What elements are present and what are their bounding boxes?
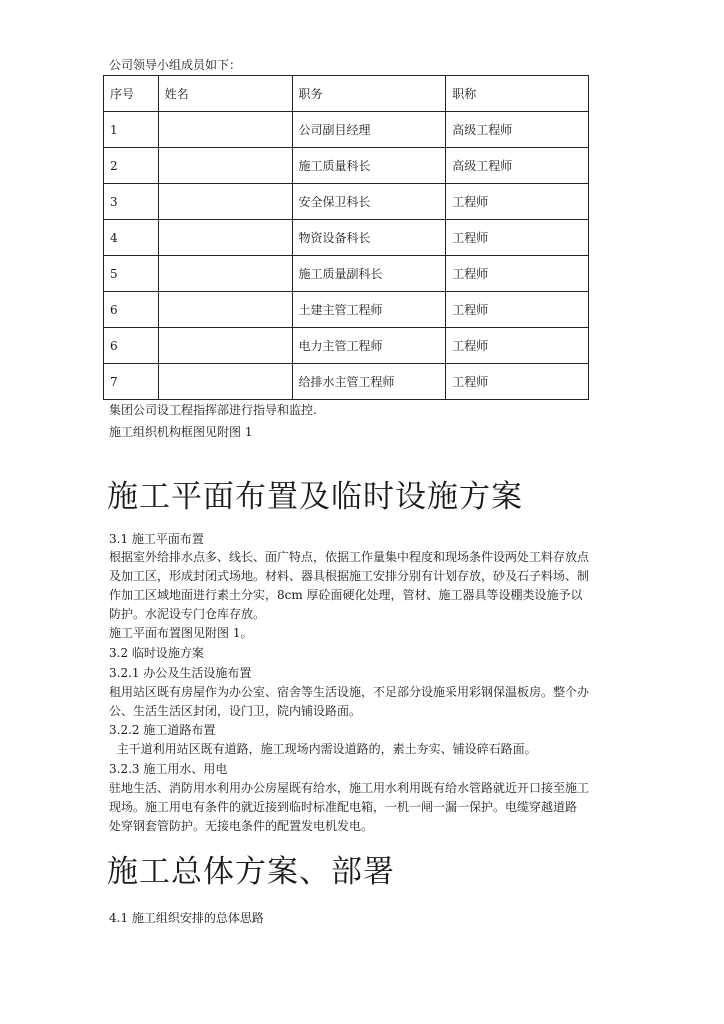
table-row bbox=[104, 220, 589, 256]
cell-position: 安全保卫科长 bbox=[292, 184, 446, 220]
paragraph-3-2-3 bbox=[109, 779, 617, 836]
after-table-line: 施工组织机构框图见附图 1 bbox=[109, 425, 253, 439]
cell-title: 工程师 bbox=[446, 184, 589, 220]
cell-no: 6 bbox=[104, 328, 159, 364]
cell-name bbox=[158, 184, 292, 220]
paragraph-line: 主干道利用站区既有道路，施工现场内需设道路的，素土夯实、铺设碎石路面。 bbox=[109, 742, 537, 756]
header-name: 姓名 bbox=[158, 76, 292, 112]
cell-title: 工程师 bbox=[446, 292, 589, 328]
header-no: 序号 bbox=[104, 76, 159, 112]
leadership-member-table bbox=[103, 75, 589, 400]
cell-name bbox=[158, 292, 292, 328]
cell-title: 工程师 bbox=[446, 364, 589, 400]
cell-no: 5 bbox=[104, 256, 159, 292]
cell-name bbox=[158, 364, 292, 400]
header-position: 职务 bbox=[292, 76, 446, 112]
paragraph-line: 防护。水泥设专门仓库存放。 bbox=[109, 607, 266, 621]
paragraph-line: 现场。施工用电有条件的就近接到临时标准配电箱，一机一闸一漏一保护。电缆穿越道路 bbox=[109, 800, 578, 814]
paragraph-line: 及加工区，形成封闭式场地。材料、器具根据施工安排分别有计划存放，砂及石子料场、制 bbox=[109, 569, 590, 583]
cell-name bbox=[158, 220, 292, 256]
cell-position: 给排水主管工程师 bbox=[292, 364, 446, 400]
subsection-title-4-1: 4.1 施工组织安排的总体思路 bbox=[109, 911, 264, 925]
cell-name bbox=[158, 148, 292, 184]
table-row bbox=[104, 112, 589, 148]
paragraph-3-1 bbox=[109, 548, 617, 643]
subsection-title-3-2-1: 3.2.1 办公及生活设施布置 bbox=[109, 666, 252, 680]
cell-title: 高级工程师 bbox=[446, 148, 589, 184]
cell-name bbox=[158, 256, 292, 292]
cell-title: 工程师 bbox=[446, 220, 589, 256]
table-row bbox=[104, 364, 589, 400]
paragraph-3-2-2 bbox=[109, 740, 617, 759]
table-row bbox=[104, 148, 589, 184]
cell-no: 7 bbox=[104, 364, 159, 400]
cell-no: 3 bbox=[104, 184, 159, 220]
paragraph-line: 处穿钢套管防护。无接电条件的配置发电机发电。 bbox=[109, 819, 374, 833]
cell-position: 公司副目经理 bbox=[292, 112, 446, 148]
table-header-row bbox=[104, 76, 589, 112]
paragraph-line: 作加工区域地面进行素土分实，8cm 厚砼面硬化处理，管材、施工器具等设棚类设施予以 bbox=[109, 588, 583, 602]
cell-no: 1 bbox=[104, 112, 159, 148]
table-row bbox=[104, 184, 589, 220]
cell-name bbox=[158, 112, 292, 148]
cell-title: 工程师 bbox=[446, 256, 589, 292]
subsection-title-3-2: 3.2 临时设施方案 bbox=[109, 646, 204, 660]
table-row bbox=[104, 292, 589, 328]
section-heading-3: 施工平面布置及临时设施方案 bbox=[107, 479, 523, 515]
after-table-line: 集团公司设工程指挥部进行指导和监控. bbox=[109, 403, 317, 417]
cell-no: 2 bbox=[104, 148, 159, 184]
member-intro: 公司领导小组成员如下： bbox=[109, 58, 242, 72]
paragraph-line: 公、生活生活区封闭，设门卫，院内铺设路面。 bbox=[109, 704, 362, 718]
paragraph-3-2-1 bbox=[109, 683, 617, 721]
section-heading-4: 施工总体方案、部署 bbox=[107, 854, 395, 890]
cell-name bbox=[158, 328, 292, 364]
subsection-title-3-1: 3.1 施工平面布置 bbox=[109, 532, 204, 546]
cell-no: 4 bbox=[104, 220, 159, 256]
cell-title: 工程师 bbox=[446, 328, 589, 364]
paragraph-line: 租用站区既有房屋作为办公室、宿舍等生活设施，不足部分设施采用彩钢保温板房。整个办 bbox=[109, 685, 590, 699]
cell-position: 土建主管工程师 bbox=[292, 292, 446, 328]
paragraph-line: 驻地生活、消防用水利用办公房屋既有给水，施工用水利用既有给水管路就近开口接至施工 bbox=[109, 781, 590, 795]
cell-title: 高级工程师 bbox=[446, 112, 589, 148]
paragraph-line: 根据室外给排水点多、线长、面广特点，依据工作量集中程度和现场条件设两处工料存放点 bbox=[109, 550, 590, 564]
header-title: 职称 bbox=[446, 76, 589, 112]
cell-position: 物资设备科长 bbox=[292, 220, 446, 256]
cell-position: 施工质量副科长 bbox=[292, 256, 446, 292]
cell-position: 电力主管工程师 bbox=[292, 328, 446, 364]
table-row bbox=[104, 256, 589, 292]
paragraph-line: 施工平面布置图见附图 1。 bbox=[109, 626, 253, 640]
subsection-title-3-2-2: 3.2.2 施工道路布置 bbox=[109, 723, 216, 737]
cell-no: 6 bbox=[104, 292, 159, 328]
table-row bbox=[104, 328, 589, 364]
cell-position: 施工质量科长 bbox=[292, 148, 446, 184]
subsection-title-3-2-3: 3.2.3 施工用水、用电 bbox=[109, 762, 228, 776]
